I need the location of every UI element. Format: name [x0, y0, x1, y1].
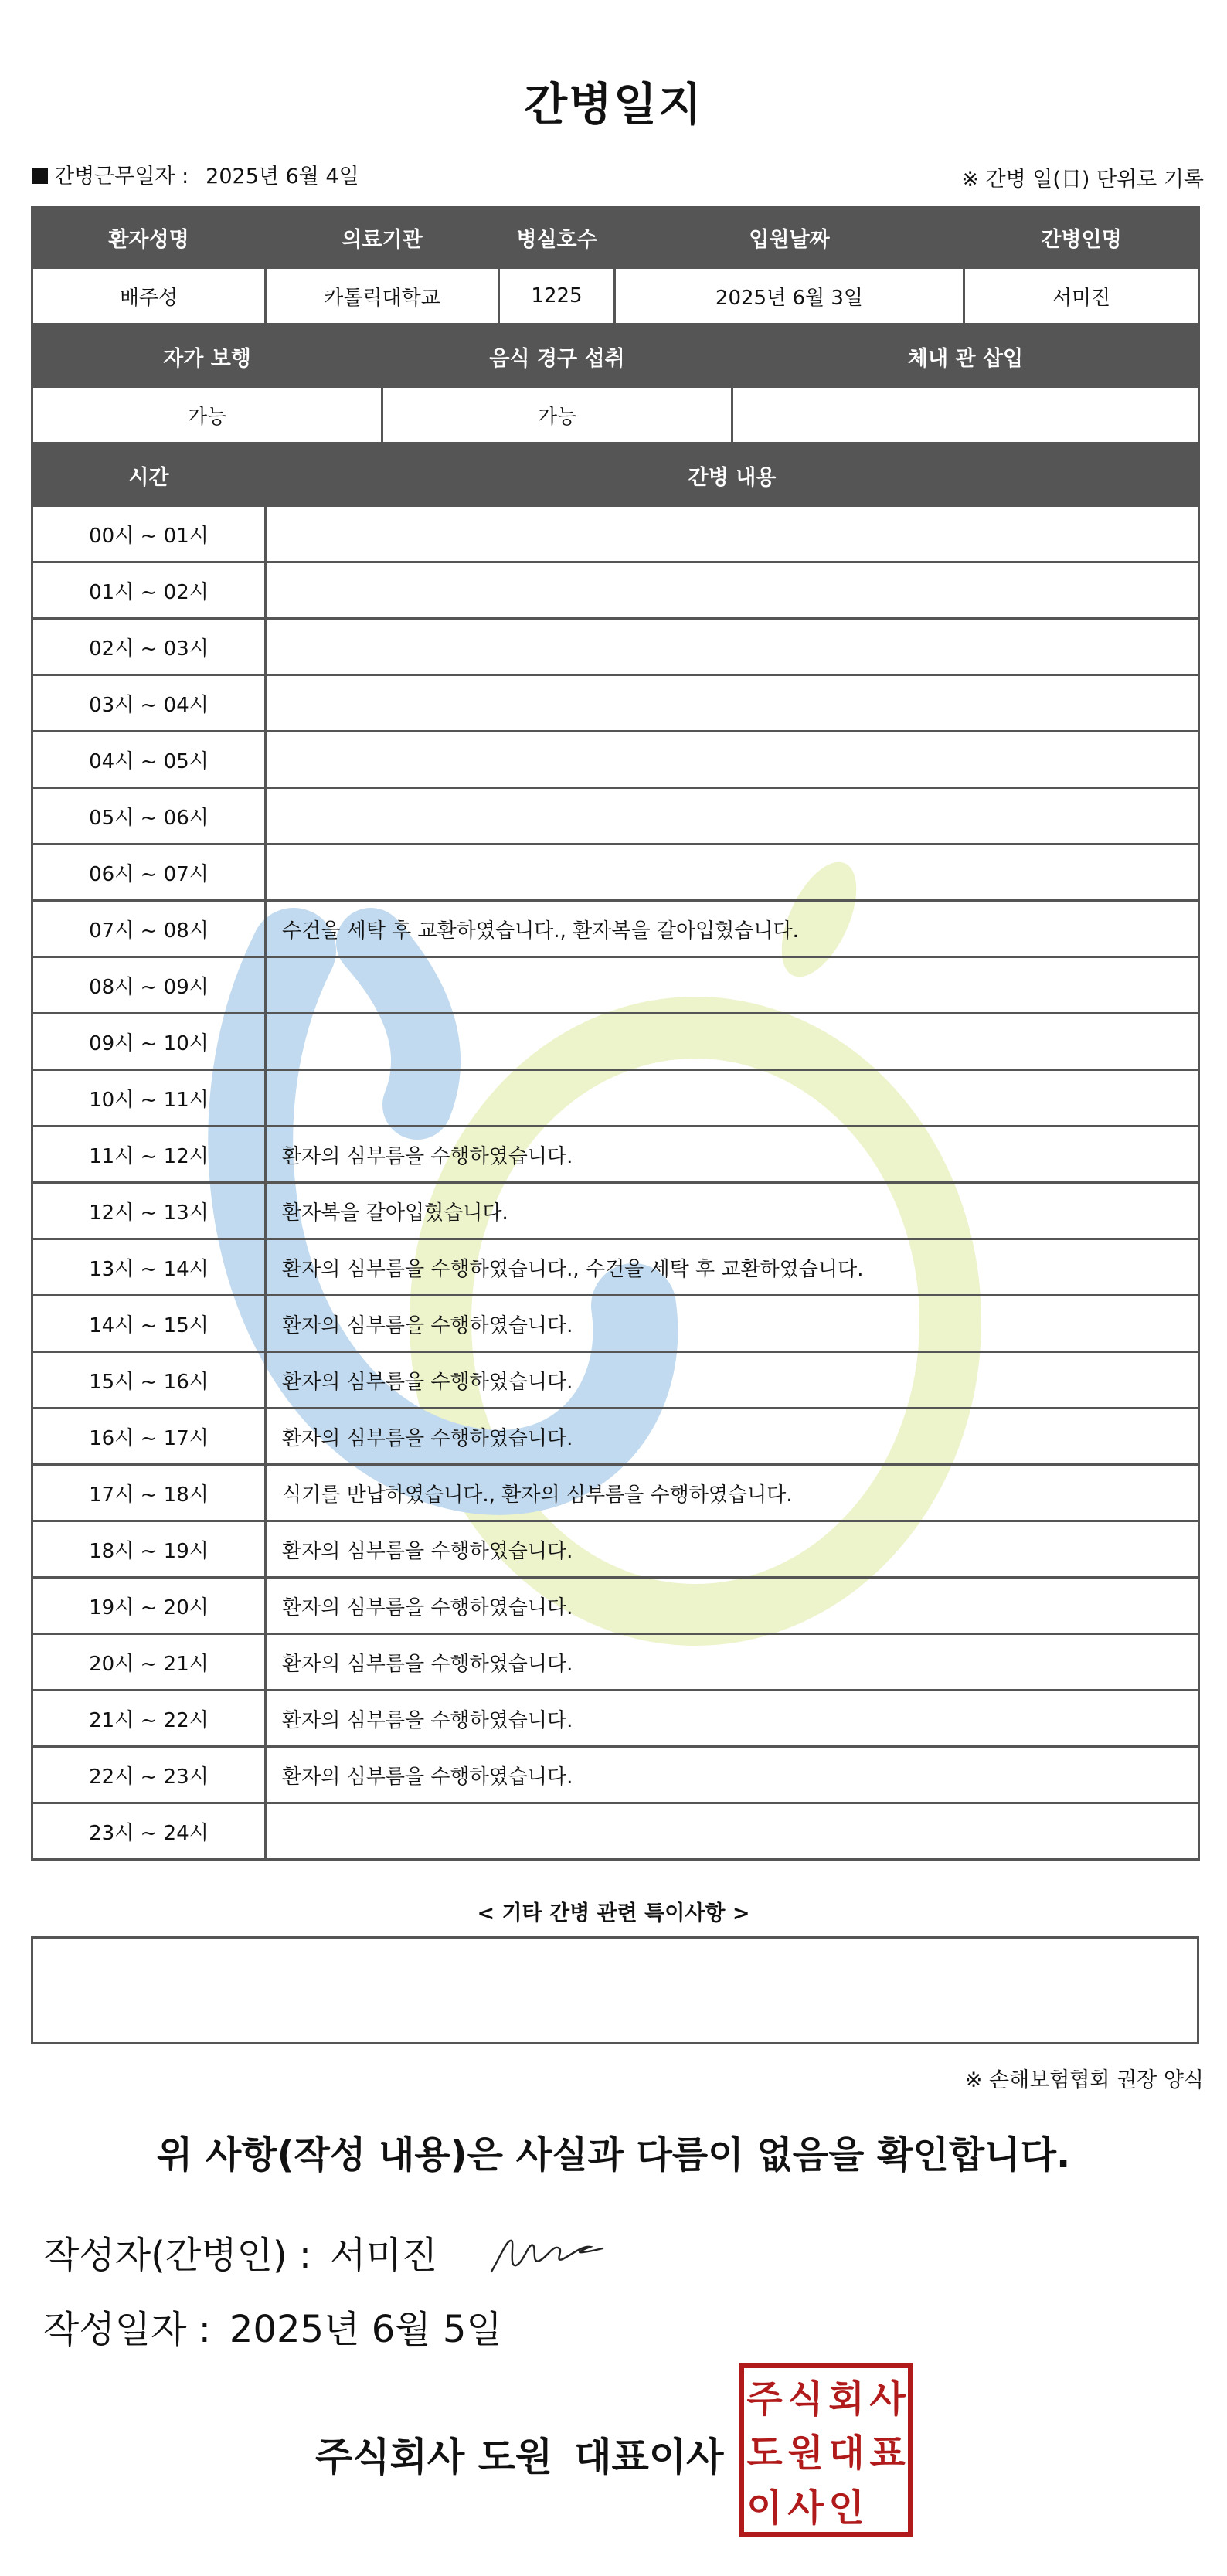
- log-row: [32, 788, 1199, 845]
- log-content-cell: [266, 619, 1199, 675]
- log-content-cell: 환자의 심부름을 수행하였습니다.: [266, 1747, 1199, 1803]
- association-note: ※ 손해보험협회 권장 양식: [964, 2068, 1204, 2092]
- log-time-cell: 20시 ~ 21시: [32, 1634, 266, 1691]
- care-log-table: [31, 443, 1200, 1861]
- log-row: [32, 1183, 1199, 1239]
- stamp-character: 도: [746, 2432, 783, 2476]
- work-date-label: 간병근무일자 :: [54, 165, 189, 189]
- log-content-cell: [266, 957, 1199, 1014]
- log-time-cell: 11시 ~ 12시: [32, 1127, 266, 1183]
- stamp-character: 인: [828, 2486, 865, 2530]
- log-content-cell: 환자의 심부름을 수행하였습니다., 수건을 세탁 후 교환하였습니다.: [266, 1239, 1199, 1296]
- log-row: [32, 1691, 1199, 1747]
- log-content-cell: [266, 788, 1199, 845]
- log-row: [32, 957, 1199, 1014]
- square-bullet-icon: [32, 168, 48, 184]
- write-date-value: 2025년 6월 5일: [229, 2308, 502, 2351]
- log-time-cell: 12시 ~ 13시: [32, 1183, 266, 1239]
- log-time-cell: 21시 ~ 22시: [32, 1691, 266, 1747]
- confirmation-statement: 위 사항(작성 내용)은 사실과 다름이 없음을 확인합니다.: [156, 2133, 1071, 2177]
- tube-insertion-value: [732, 387, 1199, 443]
- room-number-value: 1225: [499, 268, 615, 325]
- log-row: [32, 901, 1199, 957]
- log-time-cell: 02시 ~ 03시: [32, 619, 266, 675]
- log-content-cell: [266, 562, 1199, 619]
- log-time-cell: 10시 ~ 11시: [32, 1070, 266, 1127]
- stamp-character: 식: [787, 2377, 824, 2421]
- log-content-cell: 환자의 심부름을 수행하였습니다.: [266, 1578, 1199, 1634]
- log-time-cell: 09시 ~ 10시: [32, 1014, 266, 1070]
- log-row: [32, 1239, 1199, 1296]
- log-row: [32, 1409, 1199, 1465]
- writer-label: 작성자(간병인) :: [43, 2234, 312, 2277]
- care-content-header: 간병 내용: [266, 445, 1199, 506]
- stamp-character: 사: [787, 2486, 824, 2530]
- stamp-character: 대: [828, 2432, 865, 2476]
- self-walking-value: 가능: [32, 387, 382, 443]
- log-row: [32, 1127, 1199, 1183]
- write-date-label: 작성일자 :: [43, 2308, 211, 2351]
- writer-name: 서미진: [330, 2234, 438, 2277]
- handwritten-signature: [485, 2225, 609, 2281]
- log-row: [32, 1352, 1199, 1409]
- room-number-header: 병실호수: [499, 207, 615, 268]
- patient-name-value: 배주성: [32, 268, 266, 325]
- caregiver-name-value: 서미진: [964, 268, 1199, 325]
- log-content-cell: 환자의 심부름을 수행하였습니다.: [266, 1691, 1199, 1747]
- log-time-cell: 01시 ~ 02시: [32, 562, 266, 619]
- hospital-value: 카톨릭대학교: [266, 268, 499, 325]
- unit-note: ※ 간병 일(日) 단위로 기록: [961, 168, 1204, 192]
- log-time-cell: 18시 ~ 19시: [32, 1521, 266, 1578]
- time-header: 시간: [32, 445, 266, 506]
- log-time-cell: 23시 ~ 24시: [32, 1803, 266, 1860]
- log-time-cell: 15시 ~ 16시: [32, 1352, 266, 1409]
- stamp-character: 원: [787, 2432, 824, 2476]
- log-content-cell: [266, 675, 1199, 732]
- log-time-cell: 04시 ~ 05시: [32, 732, 266, 788]
- special-notes-box: [31, 1936, 1199, 2044]
- stamp-character: 이: [746, 2486, 783, 2530]
- log-time-cell: 22시 ~ 23시: [32, 1747, 266, 1803]
- tube-insertion-header: 체내 관 삽입: [732, 326, 1199, 387]
- log-time-cell: 07시 ~ 08시: [32, 901, 266, 957]
- log-content-cell: 환자의 심부름을 수행하였습니다.: [266, 1352, 1199, 1409]
- log-time-cell: 13시 ~ 14시: [32, 1239, 266, 1296]
- log-row: [32, 506, 1199, 562]
- admission-date-header: 입원날짜: [615, 207, 964, 268]
- log-content-cell: 환자의 심부름을 수행하였습니다.: [266, 1127, 1199, 1183]
- log-row: [32, 1803, 1199, 1860]
- company-line: [315, 2426, 723, 2482]
- log-content-cell: [266, 1014, 1199, 1070]
- log-content-cell: 식기를 반납하였습니다., 환자의 심부름을 수행하였습니다.: [266, 1465, 1199, 1521]
- log-time-cell: 16시 ~ 17시: [32, 1409, 266, 1465]
- log-time-cell: 19시 ~ 20시: [32, 1578, 266, 1634]
- stamp-character: 회: [828, 2377, 865, 2421]
- patient-name-header: 환자성명: [32, 207, 266, 268]
- oral-intake-value: 가능: [382, 387, 732, 443]
- log-content-cell: 환자의 심부름을 수행하였습니다.: [266, 1296, 1199, 1352]
- log-content-cell: 환자의 심부름을 수행하였습니다.: [266, 1409, 1199, 1465]
- admission-date-value: 2025년 6월 3일: [615, 268, 964, 325]
- write-date-line: [43, 2299, 502, 2353]
- stamp-character: 표: [869, 2432, 906, 2476]
- log-row: [32, 732, 1199, 788]
- work-date-value: 2025년 6월 4일: [206, 165, 359, 189]
- log-content-cell: [266, 732, 1199, 788]
- log-content-cell: 환자복을 갈아입혔습니다.: [266, 1183, 1199, 1239]
- log-content-cell: 수건을 세탁 후 교환하였습니다., 환자복을 갈아입혔습니다.: [266, 901, 1199, 957]
- log-row: [32, 1465, 1199, 1521]
- log-time-cell: 14시 ~ 15시: [32, 1296, 266, 1352]
- log-time-cell: 05시 ~ 06시: [32, 788, 266, 845]
- log-content-cell: 환자의 심부름을 수행하였습니다.: [266, 1634, 1199, 1691]
- log-content-cell: 환자의 심부름을 수행하였습니다.: [266, 1521, 1199, 1578]
- special-notes-title: < 기타 간병 관련 특이사항 >: [477, 1901, 750, 1925]
- log-content-cell: [266, 1803, 1199, 1860]
- work-date-line: [32, 159, 359, 189]
- log-time-cell: 06시 ~ 07시: [32, 845, 266, 901]
- patient-status-table: [31, 325, 1200, 444]
- log-content-cell: [266, 506, 1199, 562]
- hospital-header: 의료기관: [266, 207, 499, 268]
- self-walking-header: 자가 보행: [32, 326, 382, 387]
- log-row: [32, 1634, 1199, 1691]
- log-row: [32, 1070, 1199, 1127]
- log-row: [32, 562, 1199, 619]
- patient-info-table: [31, 206, 1200, 325]
- log-row: [32, 845, 1199, 901]
- log-time-cell: 08시 ~ 09시: [32, 957, 266, 1014]
- writer-line: [43, 2225, 437, 2279]
- stamp-character: 사: [869, 2377, 906, 2421]
- log-time-cell: 03시 ~ 04시: [32, 675, 266, 732]
- log-row: [32, 1578, 1199, 1634]
- company-name: 주식회사 도원: [315, 2435, 553, 2479]
- log-row: [32, 1014, 1199, 1070]
- log-row: [32, 619, 1199, 675]
- log-time-cell: 00시 ~ 01시: [32, 506, 266, 562]
- oral-intake-header: 음식 경구 섭취: [382, 326, 732, 387]
- log-content-cell: [266, 1070, 1199, 1127]
- log-row: [32, 1521, 1199, 1578]
- caregiver-name-header: 간병인명: [964, 207, 1199, 268]
- log-time-cell: 17시 ~ 18시: [32, 1465, 266, 1521]
- log-row: [32, 1296, 1199, 1352]
- representative-title: 대표이사: [574, 2435, 724, 2479]
- log-row: [32, 675, 1199, 732]
- care-log-body: [32, 506, 1199, 1860]
- stamp-character: 주: [746, 2377, 783, 2421]
- document-title: 간병일지: [523, 78, 704, 131]
- company-seal-stamp: [739, 2363, 913, 2537]
- log-row: [32, 1747, 1199, 1803]
- log-content-cell: [266, 845, 1199, 901]
